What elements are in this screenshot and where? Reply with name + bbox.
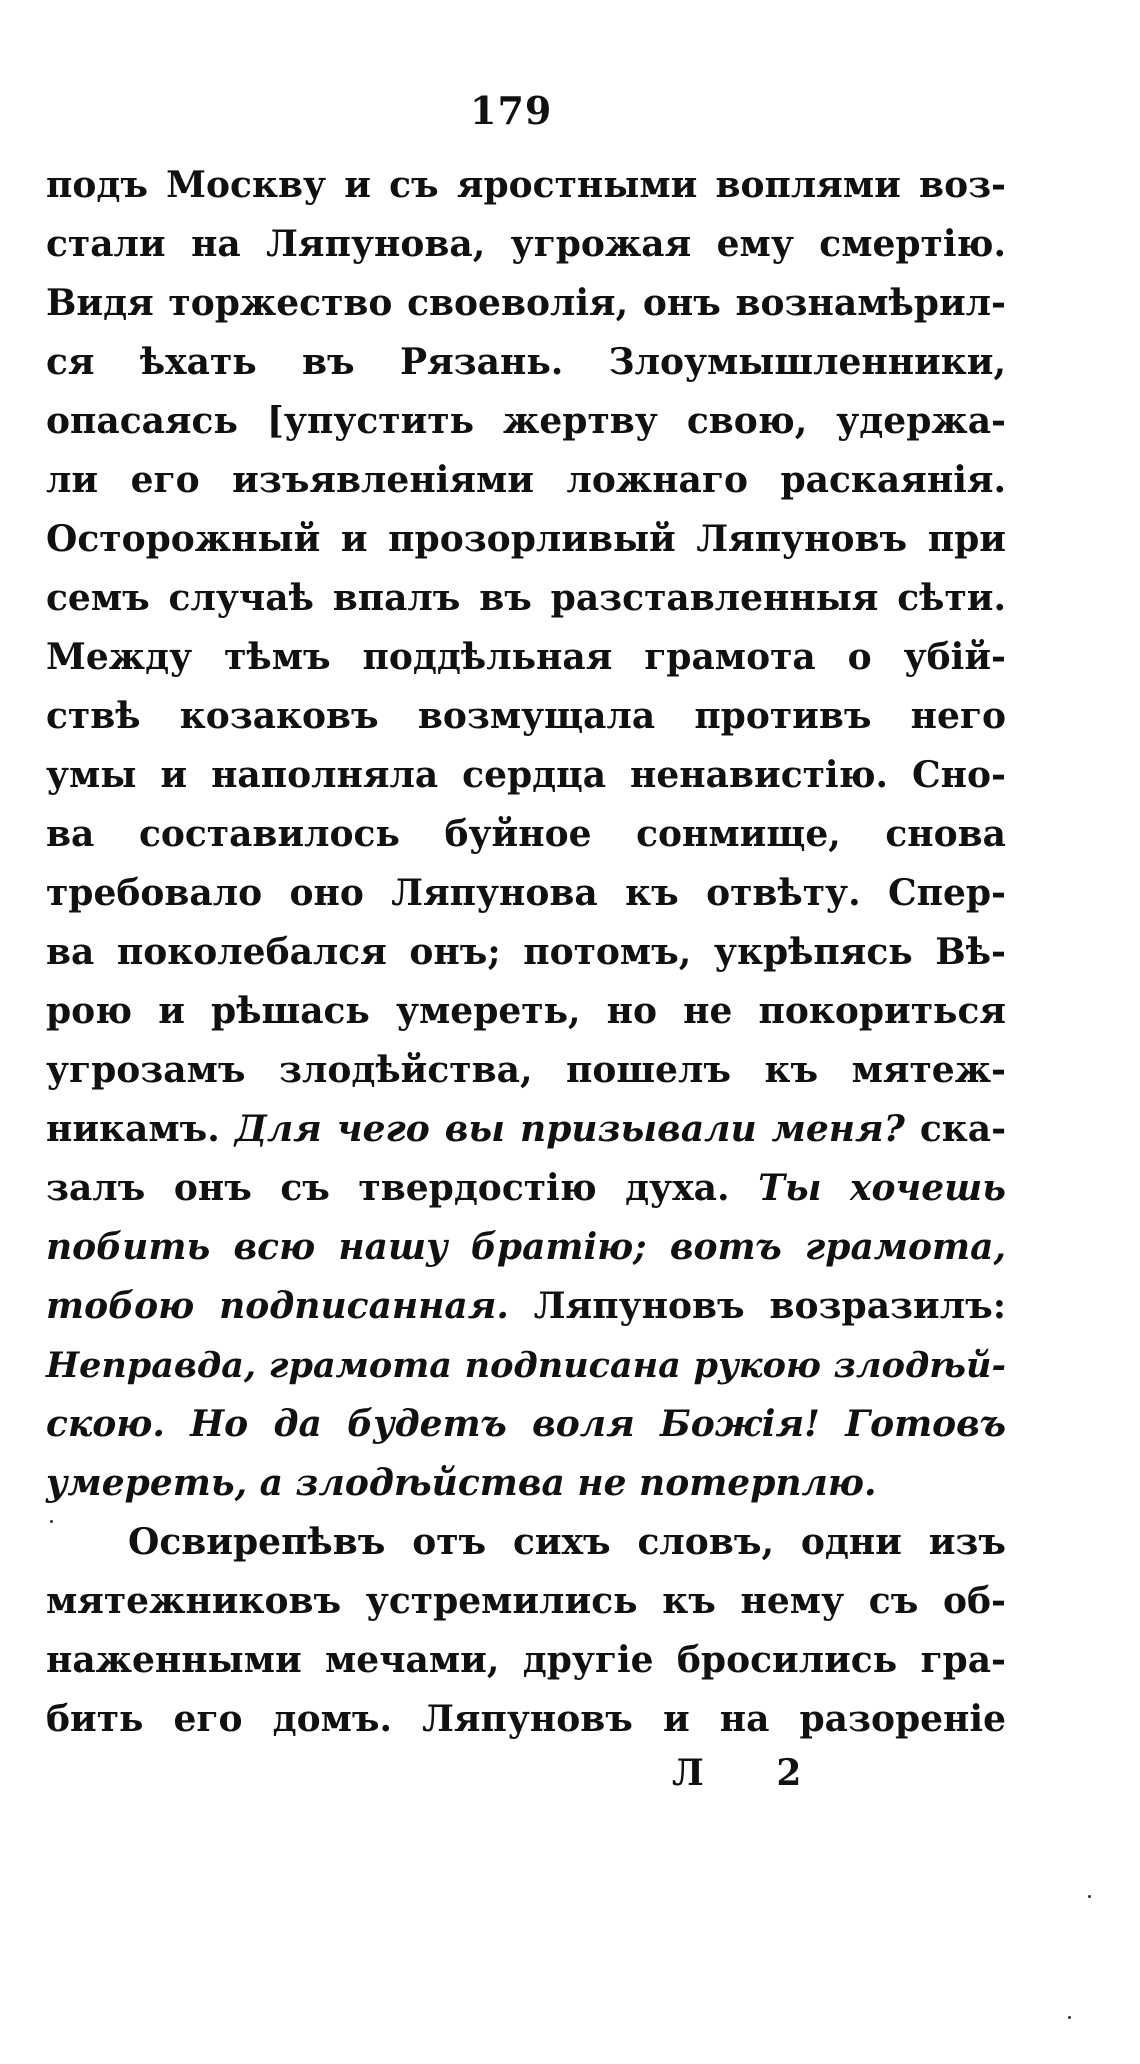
- text-segment: семъ случаѣ впалъ въ разставленныя сѣти.: [46, 577, 1006, 619]
- text-segment: никамъ.: [46, 1108, 235, 1150]
- print-speck: [50, 1520, 53, 1523]
- text-segment: ска-: [904, 1108, 1007, 1150]
- text-line: [46, 923, 1006, 982]
- text-segment: опасаясь [упустить жертву свою, удержа-: [46, 400, 1006, 442]
- italic-segment: побить всю нашу братію; вотъ грамота,: [46, 1226, 1006, 1268]
- text-line: [46, 1159, 1006, 1218]
- text-line: [46, 1690, 1006, 1749]
- text-line: [46, 1218, 1006, 1277]
- text-segment: ли его изъявленіями ложнаго раскаянія.: [46, 459, 1006, 501]
- text-segment: подъ Москву и съ яростными воплями воз-: [46, 164, 1006, 206]
- text-segment: Осторожный и прозорливый Ляпуновъ при: [46, 518, 1006, 560]
- text-segment: Ляпуновъ возразилъ:: [508, 1285, 1006, 1327]
- text-line: [46, 864, 1006, 923]
- text-line: [46, 982, 1006, 1041]
- text-segment: ствѣ козаковъ возмущала противъ него: [46, 695, 1006, 737]
- print-speck: [1088, 1895, 1091, 1898]
- signature-mark: Л 2: [672, 1752, 832, 1794]
- text-segment: залъ онъ съ твердостію духа.: [46, 1167, 759, 1209]
- text-segment: ся ѣхать въ Рязань. Злоумышленники,: [46, 341, 1006, 383]
- text-line: [46, 628, 1006, 687]
- text-segment: мятежниковъ устремились къ нему съ об-: [46, 1580, 1006, 1622]
- text-line: [46, 1277, 1006, 1336]
- text-line: [46, 1041, 1006, 1100]
- italic-segment: Неправда, грамота подписана рукою злодѣй-: [46, 1345, 1006, 1386]
- body-text: [46, 156, 1006, 1749]
- italic-segment: Для чего вы призывали меня?: [234, 1108, 905, 1150]
- text-line: [46, 1572, 1006, 1631]
- text-segment: Освирепѣвъ отъ сихъ словъ, одни изъ: [128, 1521, 1006, 1563]
- italic-segment: умереть, а злодѣйства не потерплю.: [46, 1462, 877, 1504]
- text-segment: наженными мечами, другіе бросились гра-: [46, 1639, 1006, 1681]
- text-segment: Видя торжество своеволія, онъ вознамѣрил-: [46, 282, 1006, 324]
- text-segment: ва поколебался онъ; потомъ, укрѣпясь Вѣ-: [46, 931, 1006, 973]
- text-segment: бить его домъ. Ляпуновъ и на разореніе: [46, 1698, 1006, 1740]
- text-line: [46, 1454, 1006, 1513]
- text-line: [46, 1395, 1006, 1454]
- page-number: 179: [470, 88, 553, 133]
- text-line: [46, 510, 1006, 569]
- text-line: [46, 451, 1006, 510]
- text-segment: стали на Ляпунова, угрожая ему смертію.: [46, 223, 1006, 265]
- text-line: [46, 1631, 1006, 1690]
- text-line: [46, 687, 1006, 746]
- text-line: [46, 215, 1006, 274]
- text-line: [46, 392, 1006, 451]
- text-segment: рою и рѣшась умереть, но не покориться: [46, 990, 1006, 1032]
- text-line: [46, 1336, 1006, 1395]
- text-line: [46, 333, 1006, 392]
- text-line: [46, 746, 1006, 805]
- text-segment: угрозамъ злодѣйства, пошелъ къ мятеж-: [46, 1049, 1006, 1091]
- text-line: [46, 569, 1006, 628]
- text-segment: Между тѣмъ поддѣльная грамота о убій-: [46, 636, 1006, 678]
- text-segment: умы и наполняла сердца ненавистію. Сно-: [46, 754, 1006, 796]
- italic-segment: тобою подписанная.: [46, 1285, 509, 1327]
- text-line: [46, 274, 1006, 333]
- text-line: [46, 1513, 1006, 1572]
- text-line: [46, 805, 1006, 864]
- text-segment: ва составилось буйное сонмище, снова: [46, 813, 1006, 855]
- text-segment: требовало оно Ляпунова къ отвѣту. Спер-: [46, 872, 1006, 914]
- italic-segment: Ты хочешь: [758, 1167, 1006, 1209]
- text-line: [46, 1100, 1006, 1159]
- print-speck: [1068, 2016, 1071, 2019]
- text-line: [46, 156, 1006, 215]
- italic-segment: скою. Но да будетъ воля Божія! Готовъ: [46, 1403, 1006, 1445]
